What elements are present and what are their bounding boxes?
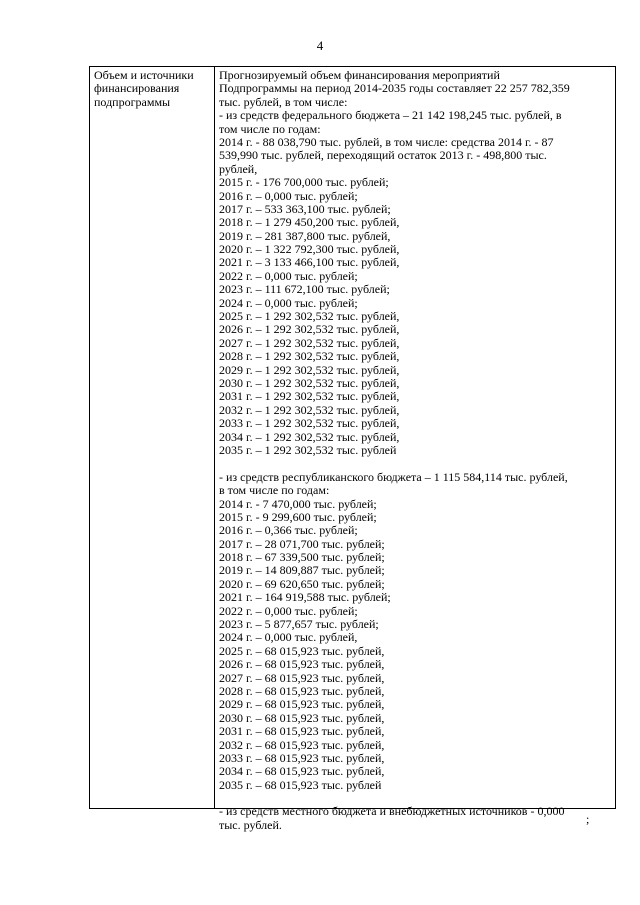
federal-year-line: 2015 г. - 176 700,000 тыс. рублей; — [219, 175, 389, 190]
federal-header-line: - из средств федерального бюджета – 21 142 198,245 тыс. рублей, в — [219, 108, 562, 123]
republic-year-line: 2017 г. – 28 071,700 тыс. рублей; — [219, 536, 385, 551]
republic-year-line: 2021 г. – 164 919,588 тыс. рублей; — [219, 590, 391, 605]
federal-year-line: 2031 г. – 1 292 302,532 тыс. рублей, — [219, 389, 400, 404]
page-number: 4 — [316, 38, 324, 53]
republic-year-line: 2022 г. – 0,000 тыс. рублей; — [219, 603, 358, 618]
federal-header-line: том числе по годам: — [219, 121, 321, 136]
republic-year-line: 2027 г. – 68 015,923 тыс. рублей, — [219, 670, 385, 685]
intro-line: Прогнозируемый объем финансирования мероприятий — [219, 68, 500, 82]
republic-year-line: 2026 г. – 68 015,923 тыс. рублей, — [219, 657, 385, 672]
republic-year-line: 2033 г. – 68 015,923 тыс. рублей, — [219, 750, 385, 765]
republic-year-line: 2031 г. – 68 015,923 тыс. рублей, — [219, 724, 385, 739]
republic-year-line: 2019 г. – 14 809,887 тыс. рублей; — [219, 563, 385, 578]
federal-year-line: 539,990 тыс. рублей, переходящий остаток 2013 г. - 498,800 тыс. — [219, 148, 547, 163]
republic-year-line: 2018 г. – 67 339,500 тыс. рублей; — [219, 550, 385, 565]
federal-year-line: 2025 г. – 1 292 302,532 тыс. рублей, — [219, 309, 400, 324]
federal-year-line: 2014 г. - 88 038,790 тыс. рублей, в том числе: средства 2014 г. - 87 — [219, 134, 554, 149]
federal-year-line: 2016 г. – 0,000 тыс. рублей; — [219, 188, 358, 203]
republic-year-line: 2020 г. – 69 620,650 тыс. рублей; — [219, 576, 385, 591]
federal-year-line: 2023 г. – 111 672,100 тыс. рублей; — [219, 282, 390, 297]
republic-header-line: - из средств республиканского бюджета – 1 115 584,114 тыс. рублей, — [219, 469, 568, 484]
federal-year-line: 2028 г. – 1 292 302,532 тыс. рублей, — [219, 349, 400, 364]
federal-year-line: 2026 г. – 1 292 302,532 тыс. рублей, — [219, 322, 400, 337]
intro-line: тыс. рублей, в том числе: — [219, 94, 348, 109]
left-cell-line: Объем и источники — [94, 68, 194, 82]
republic-year-line: 2032 г. – 68 015,923 тыс. рублей, — [219, 737, 385, 752]
local-budget-line: - из средств местного бюджета и внебюджетных источников - 0,000 — [219, 804, 565, 819]
republic-year-line: 2023 г. – 5 877,657 тыс. рублей; — [219, 617, 379, 632]
federal-year-line: 2034 г. – 1 292 302,532 тыс. рублей, — [219, 429, 400, 444]
federal-year-line: 2035 г. – 1 292 302,532 тыс. рублей — [219, 442, 397, 457]
republic-year-line: 2016 г. – 0,366 тыс. рублей; — [219, 523, 358, 538]
federal-year-line: 2033 г. – 1 292 302,532 тыс. рублей, — [219, 416, 400, 431]
federal-year-line: 2032 г. – 1 292 302,532 тыс. рублей, — [219, 402, 400, 417]
federal-year-line: 2030 г. – 1 292 302,532 тыс. рублей, — [219, 375, 400, 390]
republic-year-line: 2014 г. - 7 470,000 тыс. рублей; — [219, 496, 377, 511]
republic-year-line: 2035 г. – 68 015,923 тыс. рублей — [219, 777, 382, 792]
right-cell — [219, 69, 613, 832]
republic-year-line: 2024 г. – 0,000 тыс. рублей, — [219, 630, 358, 645]
left-cell-line: подпрограммы — [94, 94, 171, 109]
left-cell-line: финансирования — [94, 81, 180, 96]
blank-line — [219, 792, 613, 805]
corner-mark: ; — [586, 812, 590, 826]
federal-year-line: 2019 г. – 281 387,800 тыс. рублей, — [219, 228, 391, 243]
federal-year-line: 2018 г. – 1 279 450,200 тыс. рублей, — [219, 215, 400, 230]
federal-year-line: 2022 г. – 0,000 тыс. рублей; — [219, 268, 358, 283]
republic-year-line: 2034 г. – 68 015,923 тыс. рублей, — [219, 764, 385, 779]
financing-table — [89, 66, 616, 832]
column-divider — [214, 67, 215, 808]
republic-year-line: 2029 г. – 68 015,923 тыс. рублей, — [219, 697, 385, 712]
republic-year-line: 2015 г. - 9 299,600 тыс. рублей; — [219, 509, 377, 524]
left-cell — [94, 69, 212, 109]
blank-line — [219, 457, 613, 470]
federal-year-line: 2017 г. – 533 363,100 тыс. рублей; — [219, 201, 391, 216]
republic-year-line: 2030 г. – 68 015,923 тыс. рублей, — [219, 710, 385, 725]
federal-year-line: 2024 г. – 0,000 тыс. рублей; — [219, 295, 358, 310]
federal-year-line: 2029 г. – 1 292 302,532 тыс. рублей, — [219, 362, 400, 377]
republic-header-line: в том числе по годам: — [219, 483, 330, 498]
intro-line: Подпрограммы на период 2014-2035 годы составляет 22 257 782,359 — [219, 81, 570, 96]
republic-year-line: 2025 г. – 68 015,923 тыс. рублей, — [219, 643, 385, 658]
local-budget-line: тыс. рублей. — [219, 817, 282, 832]
federal-year-line: 2027 г. – 1 292 302,532 тыс. рублей, — [219, 335, 400, 350]
federal-year-line: 2020 г. – 1 322 792,300 тыс. рублей, — [219, 242, 400, 257]
federal-year-line: рублей, — [219, 161, 258, 176]
republic-year-line: 2028 г. – 68 015,923 тыс. рублей, — [219, 683, 385, 698]
federal-year-line: 2021 г. – 3 133 466,100 тыс. рублей, — [219, 255, 400, 270]
